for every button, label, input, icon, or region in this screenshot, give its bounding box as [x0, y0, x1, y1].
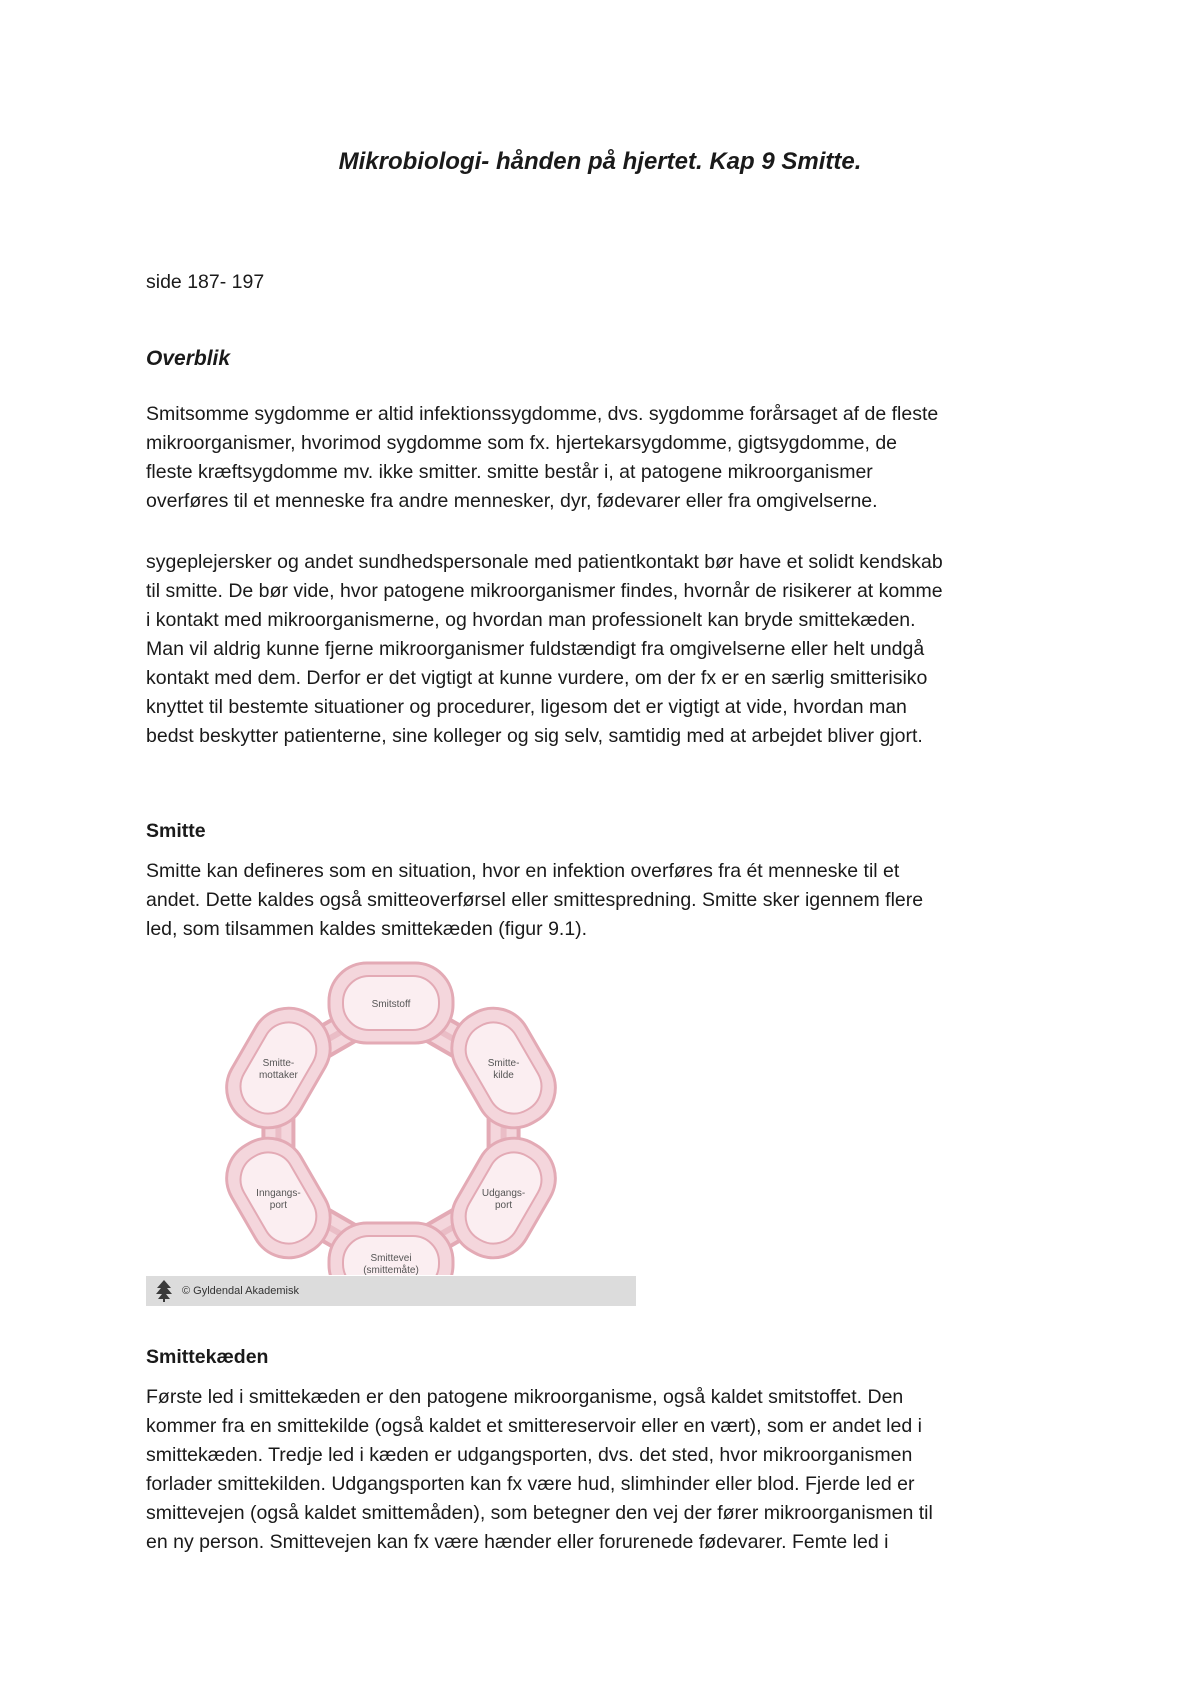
text-line: fleste kræftsygdomme mv. ikke smitter. smitte består i, at patogene mikroorganismer: [146, 461, 873, 483]
text-line: forlader smittekilden. Udgangsporten kan fx være hud, slimhinder eller blod. Fjerde led er: [146, 1473, 915, 1495]
text-line: knyttet til bestemte situationer og procedurer, ligesom det er vigtigt at vide, hvordan man: [146, 696, 907, 718]
text-line: Man vil aldrig kunne fjerne mikroorganismer fuldstændigt fra omgivelserne eller helt undgå: [146, 638, 925, 660]
chain-link-label: Smitte-: [487, 1058, 520, 1069]
text-line: andet. Dette kaldes også smitteoverførsel eller smittespredning. Smitte sker igennem flere: [146, 889, 924, 911]
text-line: Smitsomme sygdomme er altid infektionssygdomme, dvs. sygdomme forårsaget af de fleste: [146, 403, 939, 425]
chain-link-label: Smittevei: [370, 1253, 412, 1264]
paragraph-overblik-2: [146, 548, 1076, 751]
text-line: Første led i smittekæden er den patogene mikroorganisme, også kaldet smitstoffet. Den: [146, 1386, 904, 1408]
figure-credit-bar: [146, 1276, 636, 1306]
chain-link-label: Inngangs-: [256, 1188, 301, 1199]
text-line: en ny person. Smittevejen kan fx være hænder eller forurenede fødevarer. Femte led i: [146, 1531, 889, 1553]
chain-link-label: (smittemåte): [363, 1265, 419, 1275]
smittekaede-figure: [146, 955, 636, 1310]
paragraph-smitte: [146, 857, 1076, 944]
tree-icon: [154, 1279, 174, 1303]
text-line: i kontakt med mikroorganismerne, og hvordan man professionelt kan bryde smittekæden.: [146, 609, 916, 631]
smittekaeden-heading: Smittekæden: [146, 1346, 269, 1368]
text-line: sygeplejersker og andet sundhedspersonale med patientkontakt bør have et solidt kendskab: [146, 551, 943, 573]
page-reference: side 187- 197: [146, 271, 265, 293]
text-line: kontakt med dem. Derfor er det vigtigt at kunne vurdere, om der fx er en særlig smitterisiko: [146, 667, 928, 689]
chain-link-label: Smitte-: [262, 1058, 295, 1069]
chain-link-label: port: [269, 1200, 288, 1211]
chain-link-label: mottaker: [258, 1070, 298, 1081]
text-line: bedst beskytter patienterne, sine kolleger og sig selv, samtidig med at arbejdet bliver gjort.: [146, 725, 923, 747]
text-line: mikroorganismer, hvorimod sygdomme som fx. hjertekarsygdomme, gigtsygdomme, de: [146, 432, 898, 454]
figure-credit: © Gyldendal Akademisk: [182, 1285, 299, 1297]
paragraph-smittekaeden: [146, 1383, 1076, 1557]
smitte-heading: Smitte: [146, 820, 206, 842]
smittekaede-diagram: [146, 955, 636, 1275]
text-line: smittekæden. Tredje led i kæden er udgangsporten, dvs. det sted, hvor mikroorganismen: [146, 1444, 913, 1466]
text-line: Smitte kan defineres som en situation, hvor en infektion overføres fra ét menneske til et: [146, 860, 900, 882]
document-title: Mikrobiologi- hånden på hjertet. Kap 9 Smitte.: [338, 148, 862, 175]
paragraph-overblik-1: [146, 400, 1076, 516]
chain-link-label: Udgangs-: [481, 1188, 526, 1199]
text-line: til smitte. De bør vide, hvor patogene mikroorganismer findes, hvornår de risikerer at komme: [146, 580, 943, 602]
chain-link-label: port: [494, 1200, 513, 1211]
chain-link-label: Smitstoff: [371, 999, 411, 1010]
text-line: smittevejen (også kaldet smittemåden), som betegner den vej der fører mikroorganismen til: [146, 1502, 933, 1524]
text-line: kommer fra en smittekilde (også kaldet et smittereservoir eller en vært), som er andet led i: [146, 1415, 922, 1437]
overblik-heading: Overblik: [146, 347, 231, 370]
text-line: led, som tilsammen kaldes smittekæden (figur 9.1).: [146, 918, 588, 940]
text-line: overføres til et menneske fra andre mennesker, dyr, fødevarer eller fra omgivelserne.: [146, 490, 878, 512]
chain-link-label: kilde: [493, 1070, 514, 1081]
